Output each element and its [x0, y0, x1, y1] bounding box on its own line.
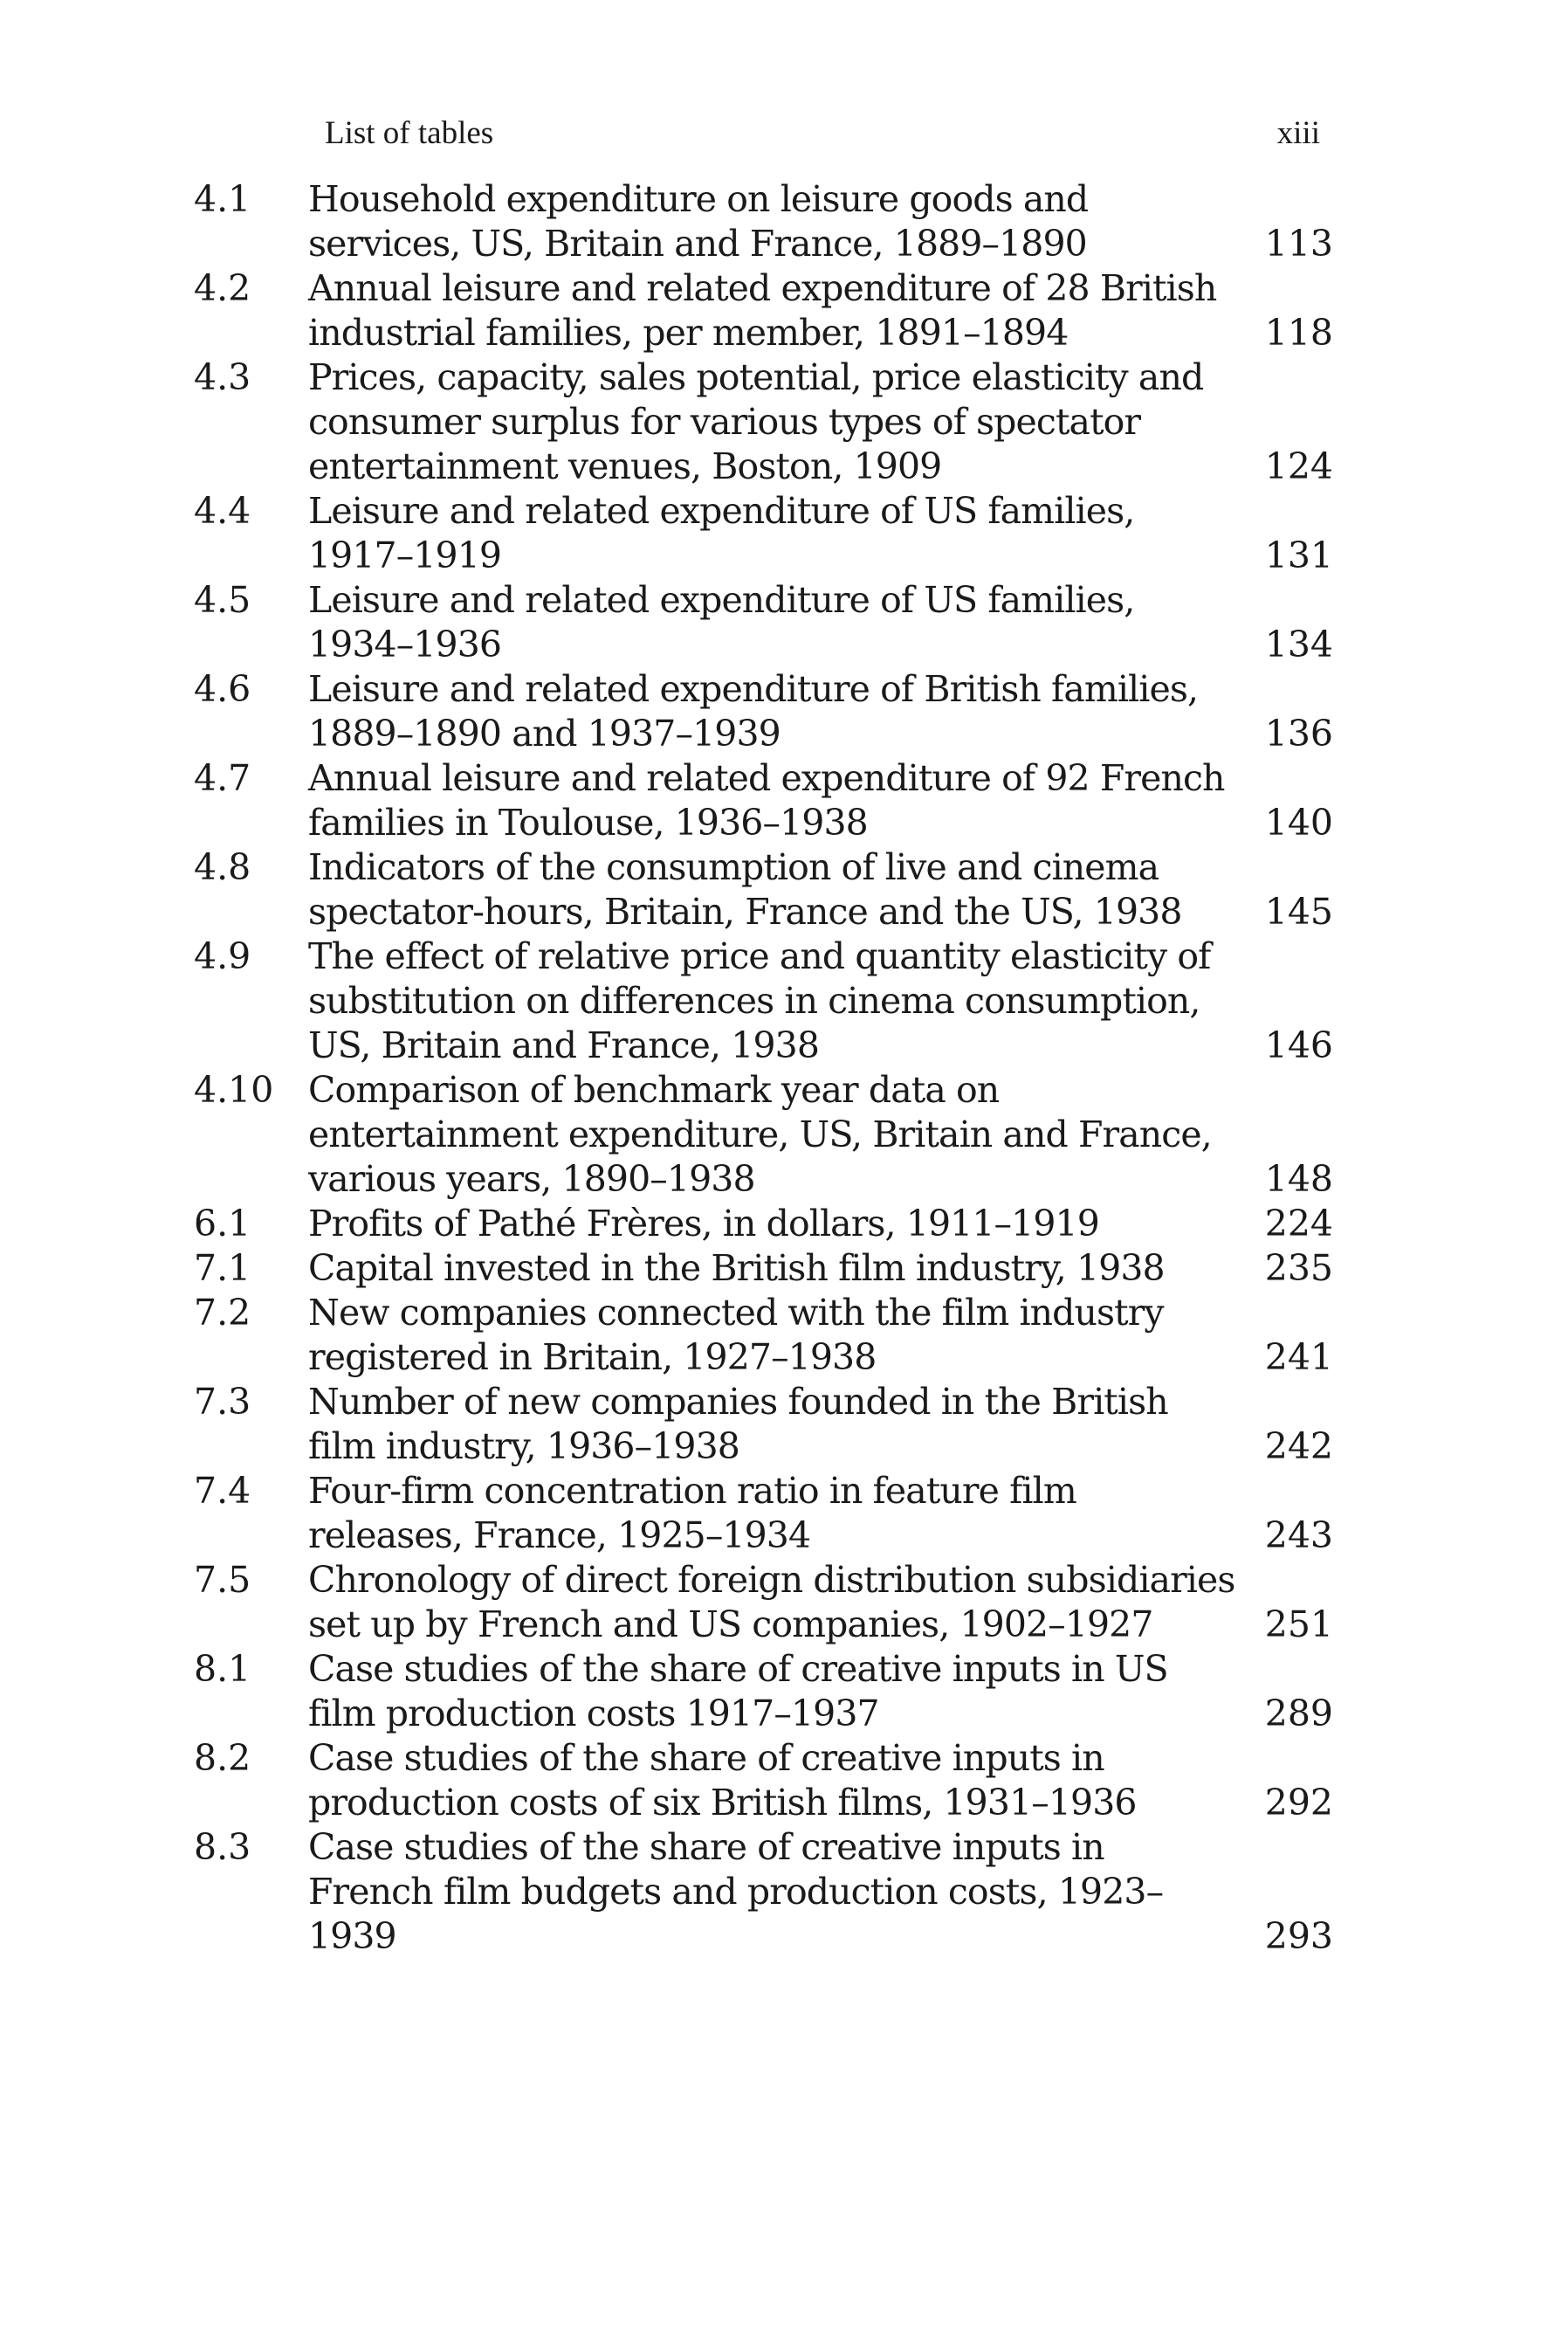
entry-number: 7.4: [194, 1470, 251, 1512]
entry-number: 4.2: [194, 267, 251, 309]
entry-title: Comparison of benchmark year data on entertainment expenditure, US, Britain and France, various years, 1890–1938: [308, 1069, 1212, 1200]
entry-number: 4.3: [194, 356, 251, 398]
running-head-title: List of tables: [325, 115, 494, 151]
table-entry-4-7: [194, 756, 1333, 845]
entry-number: 8.1: [194, 1648, 251, 1690]
table-entry-4-2: [194, 266, 1333, 355]
table-entry-8-2: [194, 1736, 1333, 1825]
entry-number: 7.1: [194, 1247, 251, 1289]
table-entry-4-1: [194, 177, 1333, 266]
table-entry-4-8: [194, 845, 1333, 934]
entry-page: 131: [1264, 534, 1333, 576]
entry-page: 124: [1264, 445, 1333, 487]
entry-page: 293: [1264, 1915, 1333, 1957]
entry-number: 4.1: [194, 178, 251, 220]
entry-title: The effect of relative price and quantity elasticity of substitution on differences in cinema consumption, US, Britain and France, 1938: [308, 935, 1211, 1066]
entry-title: Profits of Pathé Frères, in dollars, 1911–1919: [308, 1203, 1099, 1244]
entry-page: 242: [1264, 1425, 1333, 1467]
running-head: [325, 112, 1320, 155]
entry-title: New companies connected with the film industry registered in Britain, 1927–1938: [308, 1292, 1164, 1378]
entry-page: 289: [1264, 1693, 1333, 1734]
entry-page: 251: [1264, 1603, 1333, 1645]
entry-number: 4.8: [194, 846, 251, 888]
entry-title: Leisure and related expenditure of British families, 1889–1890 and 1937–1939: [308, 668, 1199, 755]
table-entry-4-4: [194, 489, 1333, 578]
entry-number: 7.2: [194, 1292, 251, 1334]
entry-page: 292: [1264, 1782, 1333, 1824]
table-entry-7-5: [194, 1558, 1333, 1647]
entry-number: 8.2: [194, 1737, 251, 1779]
entry-page: 113: [1264, 223, 1333, 265]
list-of-tables: [194, 177, 1333, 1959]
table-entry-7-4: [194, 1469, 1333, 1558]
entry-number: 4.7: [194, 757, 251, 799]
table-entry-6-1: [194, 1202, 1333, 1246]
entry-page: 134: [1264, 624, 1333, 665]
entry-number: 4.5: [194, 579, 251, 621]
entry-number: 4.6: [194, 668, 251, 710]
entry-title: Case studies of the share of creative inputs in production costs of six British films, 1931–1936: [308, 1737, 1137, 1824]
entry-title: Leisure and related expenditure of US families, 1934–1936: [308, 579, 1135, 665]
table-entry-7-1: [194, 1246, 1333, 1291]
table-entry-4-6: [194, 667, 1333, 756]
entry-title: Four-firm concentration ratio in feature film releases, France, 1925–1934: [308, 1470, 1076, 1556]
entry-title: Indicators of the consumption of live and cinema spectator-hours, Britain, France and the US, 1938: [308, 846, 1182, 933]
entry-title: Household expenditure on leisure goods and services, US, Britain and France, 1889–1890: [308, 178, 1089, 265]
entry-page: 145: [1264, 891, 1333, 933]
entry-title: Case studies of the share of creative inputs in French film budgets and production costs, 1923–1939: [308, 1826, 1164, 1957]
table-entry-4-9: [194, 934, 1333, 1068]
entry-title: Annual leisure and related expenditure of 28 British industrial families, per member, 1891–1894: [308, 267, 1217, 354]
table-entry-8-1: [194, 1647, 1333, 1736]
entry-page: 235: [1264, 1247, 1333, 1289]
entry-number: 4.4: [194, 490, 251, 532]
entry-page: 136: [1264, 713, 1333, 755]
table-entry-8-3: [194, 1825, 1333, 1959]
entry-title: Capital invested in the British film industry, 1938: [308, 1247, 1165, 1289]
entry-title: Case studies of the share of creative inputs in US film production costs 1917–1937: [308, 1648, 1168, 1734]
entry-title: Number of new companies founded in the British film industry, 1936–1938: [308, 1381, 1168, 1467]
table-entry-4-3: [194, 355, 1333, 489]
entry-number: 4.9: [194, 935, 251, 977]
entry-title: Leisure and related expenditure of US families, 1917–1919: [308, 490, 1135, 576]
table-entry-7-3: [194, 1380, 1333, 1469]
entry-number: 6.1: [194, 1203, 251, 1244]
entry-page: 118: [1264, 312, 1333, 354]
entry-page: 241: [1264, 1336, 1333, 1378]
entry-number: 4.10: [194, 1069, 274, 1111]
entry-page: 148: [1264, 1158, 1333, 1200]
entry-number: 7.3: [194, 1381, 251, 1423]
entry-title: Chronology of direct foreign distribution subsidiaries set up by French and US companies, 1902–1927: [308, 1559, 1235, 1645]
entry-title: Annual leisure and related expenditure of 92 French families in Toulouse, 1936–1938: [308, 757, 1225, 844]
entry-page: 146: [1264, 1024, 1333, 1066]
table-entry-4-5: [194, 578, 1333, 667]
entry-number: 8.3: [194, 1826, 251, 1868]
entry-page: 243: [1264, 1514, 1333, 1556]
entry-page: 224: [1264, 1203, 1333, 1244]
running-head-page-number: xiii: [1276, 115, 1320, 151]
table-entry-4-10: [194, 1068, 1333, 1202]
table-entry-7-2: [194, 1291, 1333, 1380]
entry-page: 140: [1264, 802, 1333, 844]
entry-number: 7.5: [194, 1559, 251, 1601]
entry-title: Prices, capacity, sales potential, price elasticity and consumer surplus for various types of spectator entertainment venues, Boston, 1909: [308, 356, 1204, 487]
